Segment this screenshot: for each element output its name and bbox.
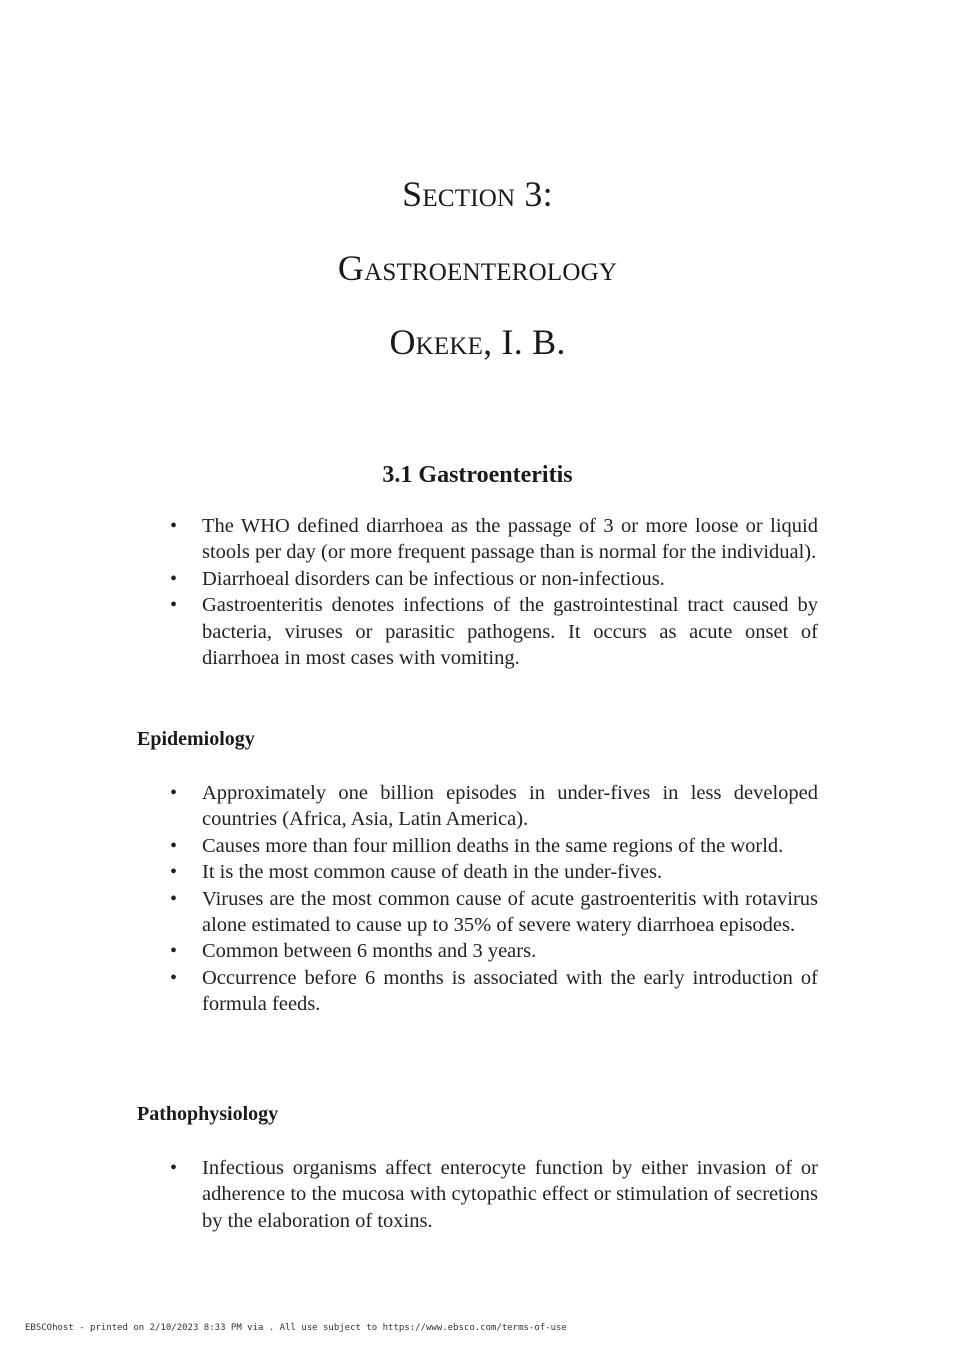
pathophysiology-bullet-list xyxy=(166,1155,818,1234)
list-item-text: The WHO defined diarrhoea as the passage of 3 or more loose or liquid stools per day (or more frequent passage than is normal for the individual). xyxy=(202,515,818,564)
bullet-icon: • xyxy=(170,1157,178,1179)
bullet-icon: • xyxy=(170,966,178,989)
print-footer: EBSCOhost - printed on 2/10/2023 8:33 PM via . All use subject to https://www.ebsco.com/terms-of-use xyxy=(25,1323,567,1333)
bullet-icon: • xyxy=(170,594,178,617)
bullet-icon: • xyxy=(170,567,178,590)
list-item xyxy=(166,938,818,964)
bullet-icon: • xyxy=(170,782,178,804)
bullet-icon: • xyxy=(170,515,178,537)
list-item xyxy=(166,592,818,671)
intro-bullet-list xyxy=(166,513,818,671)
list-item-text: Common between 6 months and 3 years. xyxy=(202,940,537,963)
author-name: Okeke, I. B. xyxy=(389,322,566,362)
bullet-icon: • xyxy=(170,940,178,963)
list-item-text: Causes more than four million deaths in the same regions of the world. xyxy=(202,834,784,857)
bullet-icon: • xyxy=(170,834,178,857)
subsection-title: 3.1 Gastroenteritis xyxy=(382,462,573,488)
list-item xyxy=(166,886,818,939)
section-heading: Section 3: xyxy=(402,174,553,214)
bullet-icon: • xyxy=(170,861,178,884)
list-item xyxy=(166,780,818,833)
list-item xyxy=(166,513,818,566)
list-item-text: Occurrence before 6 months is associated with the early introduction of formula feeds. xyxy=(202,966,818,1016)
list-item-text: Diarrhoeal disorders can be infectious or non-infectious. xyxy=(202,567,665,590)
list-item xyxy=(166,833,818,859)
list-item-text: Approximately one billion episodes in under-fives in less developed countries (Africa, Asia, Latin America). xyxy=(202,782,818,831)
list-item xyxy=(166,965,818,1018)
epidemiology-bullet-list xyxy=(166,780,818,1018)
list-item xyxy=(166,1155,818,1234)
list-item-text: Gastroenteritis denotes infections of the gastrointestinal tract caused by bacteria, viruses or parasitic pathogens. It occurs as acute onset of diarrhoea in most cases with vomiting. xyxy=(202,594,818,670)
list-item-text: Infectious organisms affect enterocyte function by either invasion of or adherence to the mucosa with cytopathic effect or stimulation of secretions by the elaboration of toxins. xyxy=(202,1157,818,1232)
list-item xyxy=(166,859,818,885)
chapter-title: Gastroenterology xyxy=(337,248,618,288)
list-item xyxy=(166,566,818,592)
list-item-text: Viruses are the most common cause of acute gastroenteritis with rotavirus alone estimated to cause up to 35% of severe watery diarrhoea episodes. xyxy=(202,887,818,937)
bullet-icon: • xyxy=(170,887,178,910)
epidemiology-heading: Epidemiology xyxy=(137,728,255,750)
list-item-text: It is the most common cause of death in the under-fives. xyxy=(202,861,663,884)
pathophysiology-heading: Pathophysiology xyxy=(137,1103,279,1125)
